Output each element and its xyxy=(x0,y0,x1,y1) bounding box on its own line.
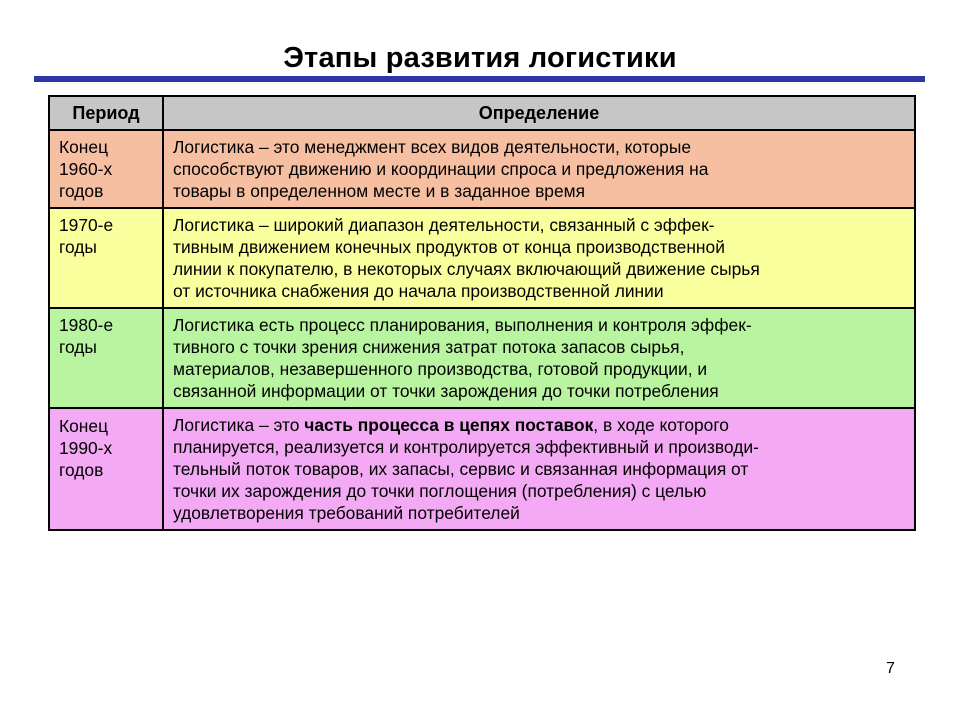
definition-cell xyxy=(163,408,915,530)
slide-title: Этапы развития логистики xyxy=(283,42,677,74)
definition-cell xyxy=(163,208,915,308)
period-cell xyxy=(49,208,163,308)
definition-line: от источника снабжения до начала производственной линии xyxy=(173,281,664,301)
definition-line: Логистика есть процесс планирования, выполнения и контроля эффек- xyxy=(173,315,752,335)
definition-line: точки их зарождения до точки поглощения (потребления) с целью xyxy=(173,481,707,501)
definition-line xyxy=(173,414,910,436)
definition-line: тивного с точки зрения снижения затрат потока запасов сырья, xyxy=(173,337,685,357)
period-cell xyxy=(49,408,163,530)
definition-line: тельный поток товаров, их запасы, сервис и связанная информация от xyxy=(173,459,749,479)
period-cell xyxy=(49,130,163,208)
table-header-row xyxy=(49,96,915,130)
definition-prefix: Логистика – это xyxy=(173,415,305,435)
definition-suffix: , в ходе которого xyxy=(593,415,729,435)
definition-line: планируется, реализуется и контролируется эффективный и производи- xyxy=(173,437,759,457)
period-cell xyxy=(49,308,163,408)
definition-bold: часть процесса в цепях поставок xyxy=(304,415,594,435)
table-row xyxy=(49,130,915,208)
definition-cell xyxy=(163,308,915,408)
title-underline xyxy=(34,76,925,82)
period-text: Конец 1990-х годов xyxy=(59,416,113,480)
definition-line: тивным движением конечных продуктов от конца производственной xyxy=(173,237,725,257)
header-definition: Определение xyxy=(163,96,915,130)
definition-line: Логистика – это менеджмент всех видов деятельности, которые xyxy=(173,137,692,157)
period-text: Конец 1960-х годов xyxy=(59,137,113,201)
page-number: 7 xyxy=(886,660,895,677)
definition-line: способствуют движению и координации спроса и предложения на xyxy=(173,159,709,179)
definition-line: товары в определенном месте и в заданное время xyxy=(173,181,586,201)
definition-cell xyxy=(163,130,915,208)
table-row xyxy=(49,308,915,408)
definition-line: удовлетворения требований потребителей xyxy=(173,503,520,523)
definition-line: связанной информации от точки зарождения до точки потребления xyxy=(173,381,719,401)
period-text: 1970-е годы xyxy=(59,215,114,257)
table-row xyxy=(49,208,915,308)
definition-line: материалов, незавершенного производства, готовой продукции, и xyxy=(173,359,708,379)
definition-line: Логистика – широкий диапазон деятельности, связанный с эффек- xyxy=(173,215,715,235)
period-text: 1980-е годы xyxy=(59,315,114,357)
header-period: Период xyxy=(49,96,163,130)
table-row xyxy=(49,408,915,530)
definition-line: линии к покупателю, в некоторых случаях включающий движение сырья xyxy=(173,259,760,279)
logistics-stages-table xyxy=(48,95,916,531)
